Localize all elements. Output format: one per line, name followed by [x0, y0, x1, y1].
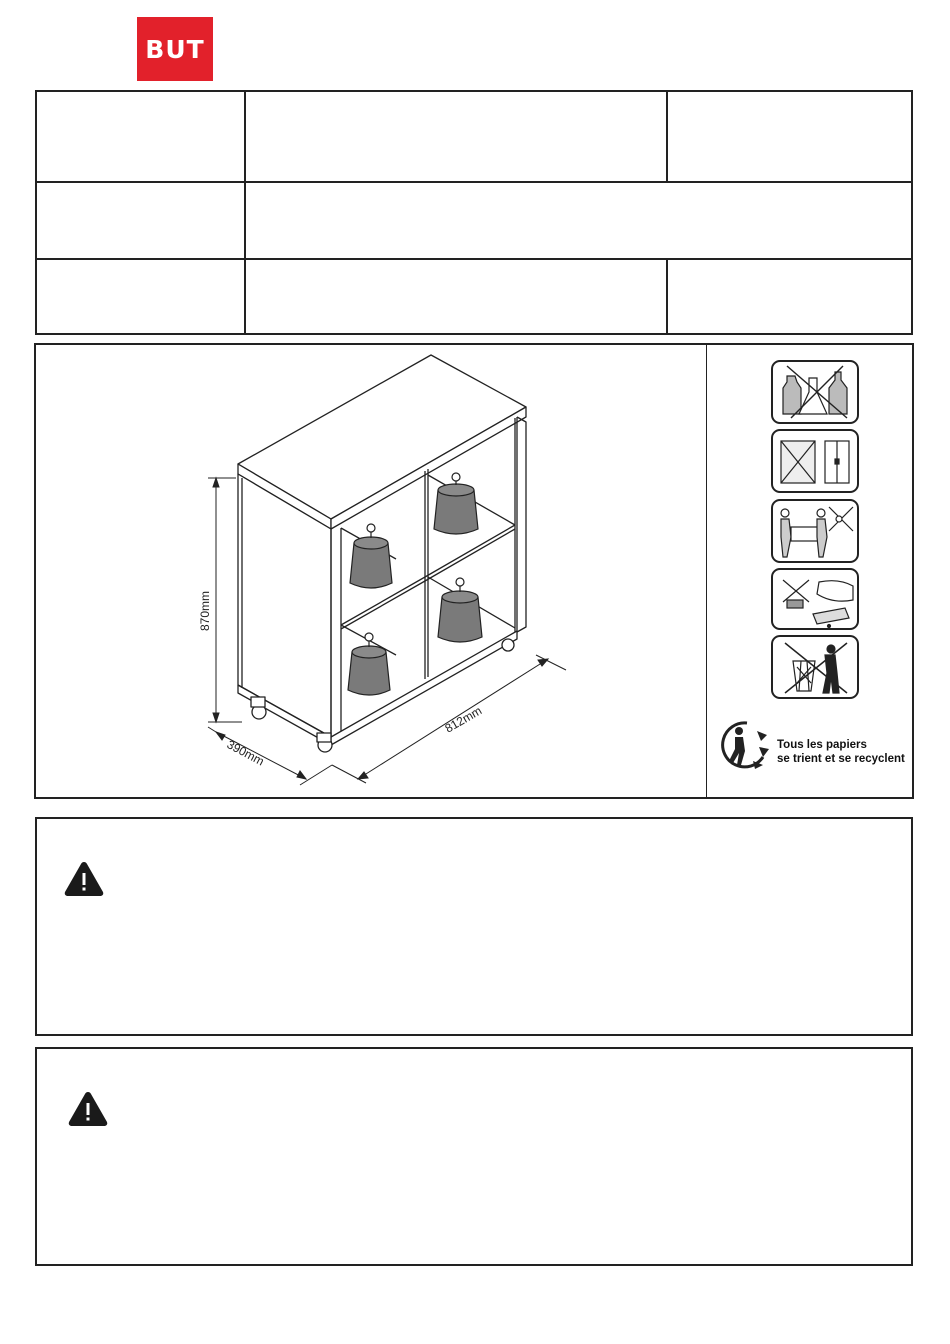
- no-direct-sunlight-icon: [771, 429, 859, 493]
- table-col-divider: [244, 92, 246, 335]
- dimension-height-label: 870mm: [198, 590, 212, 631]
- no-chemical-cleaners-icon: [771, 360, 859, 424]
- warning-triangle-icon: [62, 859, 106, 899]
- product-info-table: [35, 90, 913, 335]
- warning-triangle-icon: [66, 1089, 110, 1129]
- dimension-depth-label: 390mm: [224, 737, 267, 769]
- dispose-responsibly-icon: [771, 635, 859, 699]
- no-dust-scratch-icon: [771, 568, 859, 630]
- product-panel: [34, 343, 914, 799]
- recycling-line-2: se trient et se recyclent: [777, 753, 905, 765]
- recycling-line-1: Tous les papiers: [777, 739, 867, 751]
- table-col-divider: [666, 258, 668, 335]
- brand-logo: BUT: [137, 17, 213, 81]
- triman-recycling-icon: [717, 717, 773, 773]
- warning-box-1: [35, 817, 913, 1036]
- care-icons-column: [707, 345, 912, 797]
- cabinet-drawing: [36, 345, 706, 797]
- recycling-notice: [717, 717, 912, 773]
- warning-box-2: [35, 1047, 913, 1266]
- table-col-divider: [666, 92, 668, 181]
- dimension-width-label: 812mm: [442, 703, 485, 736]
- jar-illustration: [350, 524, 392, 588]
- table-row-divider: [37, 258, 911, 260]
- two-person-assembly-icon: [771, 499, 859, 563]
- table-row-divider: [37, 181, 911, 183]
